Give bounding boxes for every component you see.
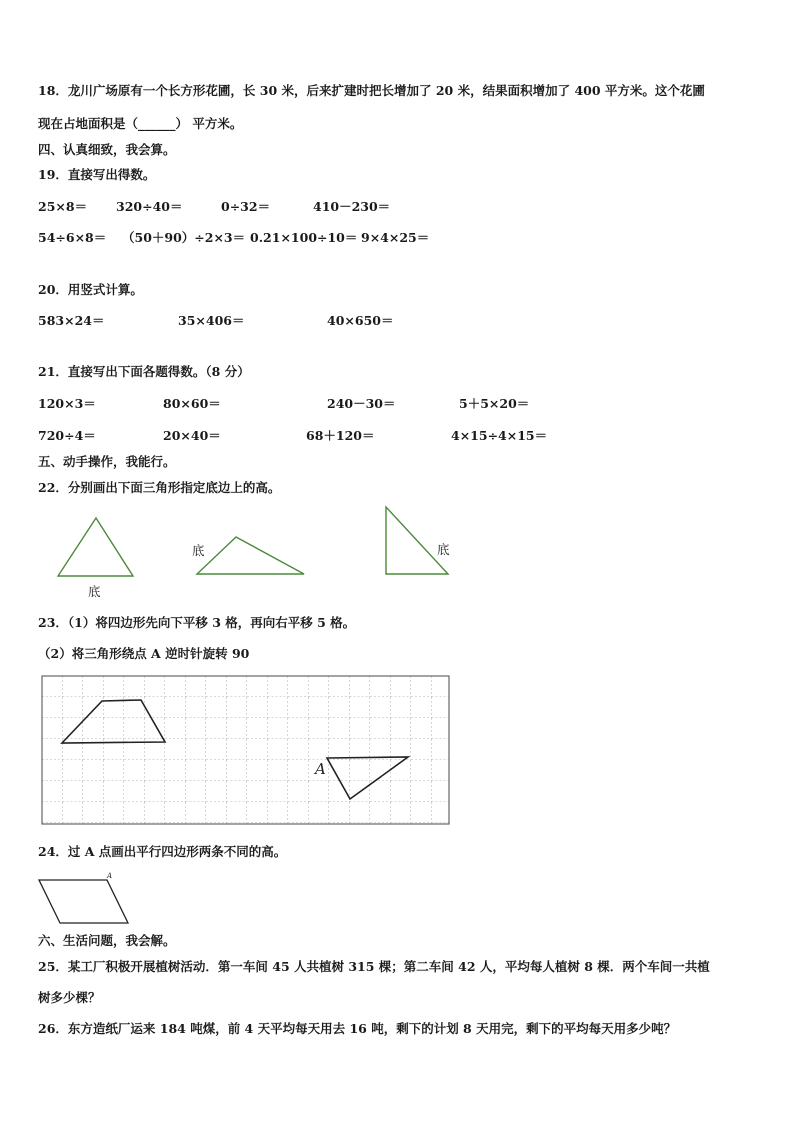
q20-item-3: 40×650＝: [327, 313, 394, 328]
q19-r2-c2: （50＋90）÷2×3＝: [122, 230, 246, 245]
q23-part1: 23．（1）将四边形先向下平移 3 格，再向右平移 5 格。: [38, 615, 356, 630]
q19-r1-c4: 410－230＝: [313, 199, 391, 214]
q18-line1: 18．龙川广场原有一个长方形花圃，长 30 米，后来扩建时把长增加了 20 米，结果面积增加了 400 平方米。这个花圃: [38, 83, 705, 98]
q19-r2-c3: 0.21×100÷10＝: [250, 230, 358, 245]
q21-r2-c2: 20×40＝: [163, 428, 221, 443]
parallelogram-point-a-label: A: [107, 872, 113, 880]
q21-r2-c3: 68＋120＝: [306, 428, 375, 443]
q19-r2-c1: 54÷6×8＝: [38, 230, 107, 245]
q18-answer-blank[interactable]: ______: [138, 116, 176, 131]
q21-r1-c2: 80×60＝: [163, 396, 221, 411]
q23-part2: （2）将三角形绕点 A 逆时针旋转 90: [38, 646, 250, 661]
q18-line2: [38, 116, 242, 132]
q20-item-1: 583×24＝: [38, 313, 105, 328]
q21-r1-c4: 5＋5×20＝: [459, 396, 530, 411]
grid-paper: [42, 676, 449, 824]
triangle-1-base-label: 底: [88, 584, 101, 599]
section-four-heading: 四、认真细致，我会算。: [38, 142, 176, 157]
q21-r2-c4: 4×15÷4×15＝: [451, 428, 548, 443]
q21-r1-c1: 120×3＝: [38, 396, 96, 411]
q22-title: 22．分别画出下面三角形指定底边上的高。: [38, 480, 281, 495]
q23-grid-figure: [40, 674, 452, 828]
q26-line1: 26．东方造纸厂运来 184 吨煤，前 4 天平均每天用去 16 吨，剩下的计划 8 天用完，剩下的平均每天用多少吨？: [38, 1021, 677, 1036]
triangle-2-base-label: 底: [192, 543, 205, 558]
q19-title: 19．直接写出得数。: [38, 167, 156, 182]
q19-r1-c1: 25×8＝: [38, 199, 88, 214]
q22-triangles-figure: [40, 500, 480, 604]
q18-suffix: ） 平方米。: [175, 116, 243, 131]
triangle-1[interactable]: [58, 518, 133, 576]
q18-prefix: 现在占地面积是（: [38, 116, 139, 131]
triangle-3[interactable]: [386, 507, 448, 574]
q21-r2-c1: 720÷4＝: [38, 428, 96, 443]
q20-title: 20．用竖式计算。: [38, 282, 143, 297]
q25-line1: 25．某工厂积极开展植树活动．第一车间 45 人共植树 315 棵；第二车间 42 人，平均每人植树 8 棵．两个车间一共植: [38, 959, 710, 974]
point-a-label: A: [315, 760, 326, 778]
triangle-3-base-label: 底: [437, 542, 450, 557]
q19-r1-c2: 320÷40＝: [116, 199, 183, 214]
q20-item-2: 35×406＝: [178, 313, 245, 328]
q19-r1-c3: 0÷32＝: [221, 199, 271, 214]
q19-r2-c4: 9×4×25＝: [361, 230, 430, 245]
triangle-2[interactable]: [197, 537, 304, 574]
q21-title: 21．直接写出下面各题得数。（8 分）: [38, 364, 250, 379]
q25-line2: 树多少棵？: [38, 990, 101, 1005]
q24-parallelogram-figure: [34, 870, 138, 928]
section-six-heading: 六、生活问题，我会解。: [38, 933, 176, 948]
q24-title: 24．过 A 点画出平行四边形两条不同的高。: [38, 844, 287, 859]
q21-r1-c3: 240－30＝: [327, 396, 396, 411]
section-five-heading: 五、动手操作，我能行。: [38, 454, 176, 469]
parallelogram[interactable]: [39, 880, 128, 923]
